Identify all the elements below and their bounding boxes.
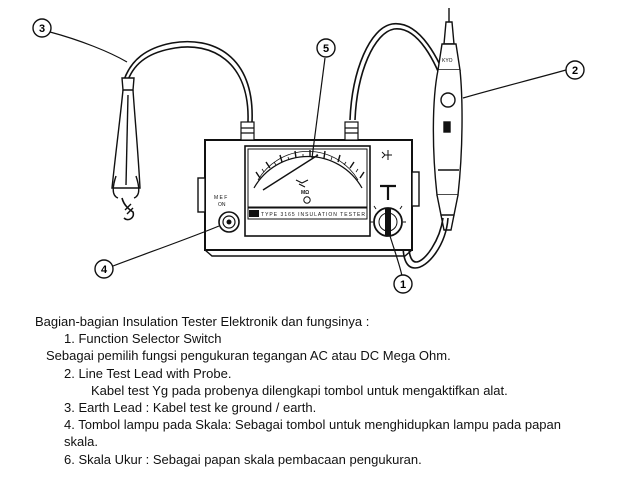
item-2-title: 2. Line Test Lead with Probe. [64, 365, 232, 381]
callout-4-number: 4 [100, 264, 108, 276]
callout-2 [463, 61, 584, 98]
callout-2-number: 2 [571, 65, 579, 77]
probe [433, 8, 462, 230]
item-4-line-a: 4. Tombol lampu pada Skala: Sebagai tombol untuk menghidupkan lampu pada papan [64, 417, 561, 433]
earth-lead [124, 42, 252, 122]
svg-text:TYPE 3165 INSULATION TESTER: TYPE 3165 INSULATION TESTER [261, 212, 365, 218]
callout-5-number: 5 [322, 43, 330, 55]
caption-text [35, 313, 630, 468]
item-6: 6. Skala Ukur : Sebagai papan skala pembacaan pengukuran. [64, 451, 422, 467]
callout-1-number: 1 [399, 279, 407, 291]
item-1-description: Sebagai pemilih fungsi pengukuran tegangan AC atau DC Mega Ohm. [46, 348, 451, 364]
svg-text:MΩ: MΩ [301, 190, 310, 196]
terminal-posts [241, 122, 358, 140]
item-2-description: Kabel test Yg pada probenya dilengkapi tombol untuk mengaktifkan alat. [91, 382, 508, 398]
item-1-title: 1. Function Selector Switch [64, 331, 222, 347]
svg-text:ON: ON [218, 202, 226, 208]
item-3: 3. Earth Lead : Kabel test ke ground / earth. [64, 400, 317, 416]
scale-light-button [219, 212, 239, 232]
svg-text:KYO: KYO [442, 58, 453, 64]
svg-text:M E F: M E F [214, 195, 228, 201]
callout-4 [95, 226, 219, 278]
caption-heading: Bagian-bagian Insulation Tester Elektronik dan fungsinya : [35, 314, 370, 329]
scale-window [245, 146, 370, 236]
earth-clip [112, 78, 140, 220]
callout-3-number: 3 [38, 23, 46, 35]
callout-3 [33, 19, 127, 62]
item-4-line-b: skala. [64, 434, 98, 450]
